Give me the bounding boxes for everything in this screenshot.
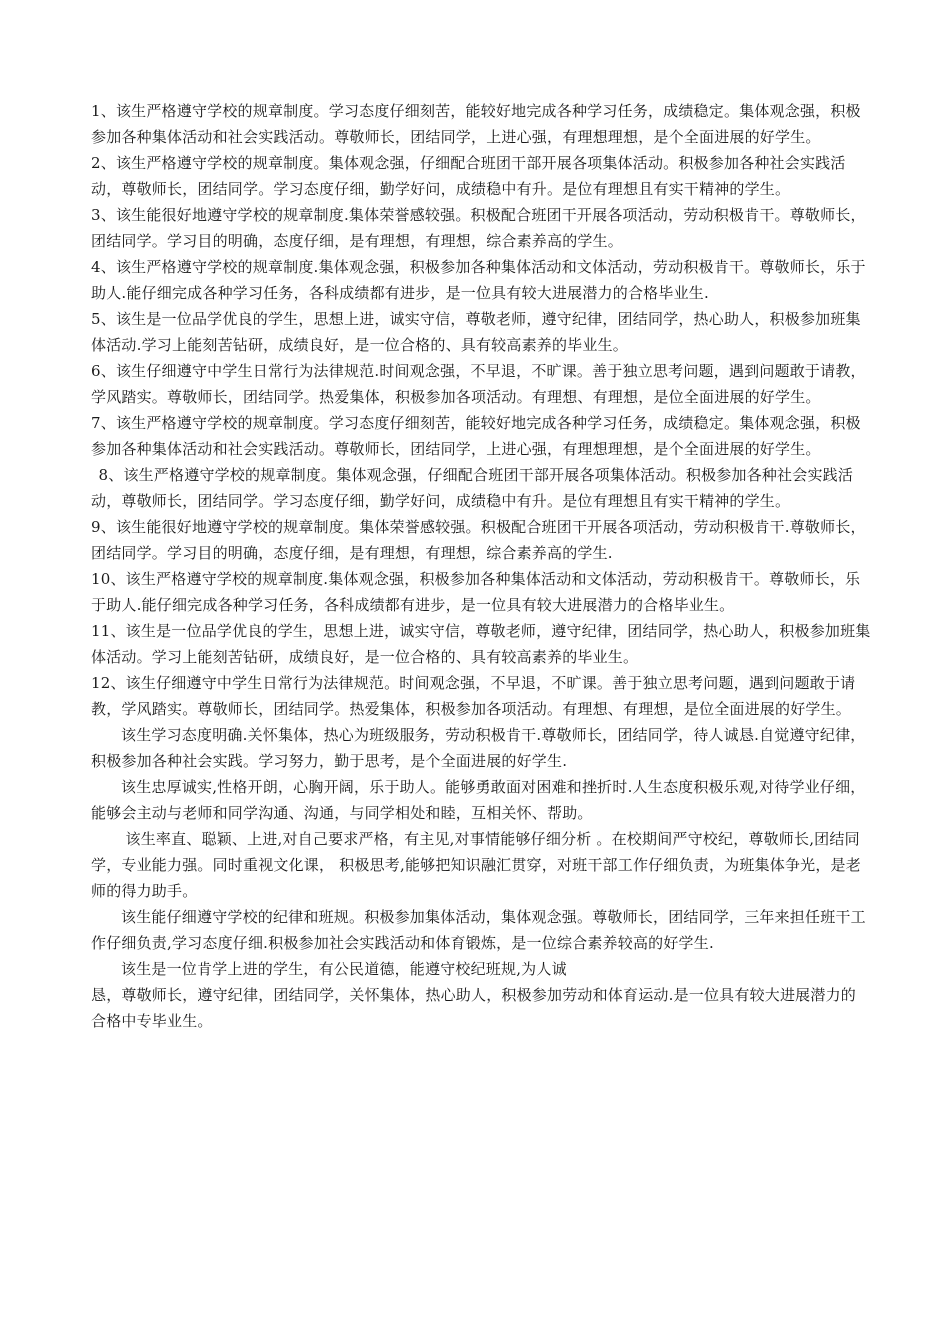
- paragraph-4: 4、该生严格遵守学校的规章制度.集体观念强，积极参加各种集体活动和文体活动，劳动积极肯干。尊敬师长，乐于助人.能仔细完成各种学习任务，各科成绩都有进步，是一位具有较大进展潜力的合格毕业生.: [91, 258, 866, 302]
- document-body: [91, 98, 871, 1034]
- paragraph-6: 6、该生仔细遵守中学生日常行为法律规范.时间观念强，不早退，不旷课。善于独立思考问题，遇到问题敢于请教，学风踏实。尊敬师长，团结同学。热爱集体，积极参加各项活动。有理想、有理想，是位全面进展的好学生。: [91, 362, 866, 406]
- paragraph-10: 10、该生严格遵守学校的规章制度.集体观念强，积极参加各种集体活动和文体活动，劳动积极肯干。尊敬师长，乐于助人.能仔细完成各种学习任务，各科成绩都有进步，是一位具有较大进展潜力的合格毕业生。: [91, 570, 861, 614]
- paragraph-17: 该生是一位肯学上进的学生，有公民道德，能遵守校纪班规,为人诚: [121, 960, 567, 978]
- paragraph-13: 该生学习态度明确.关怀集体，热心为班级服务，劳动积极肯干.尊敬师长，团结同学，待人诚恳.自觉遵守纪律，积极参加各种社会实践。学习努力，勤于思考，是个全面进展的好学生.: [91, 726, 866, 770]
- paragraph-12: 12、该生仔细遵守中学生日常行为法律规范。时间观念强，不早退，不旷课。善于独立思考问题，遇到问题敢于请教，学风踏实。尊敬师长，团结同学。热爱集体，积极参加各项活动。有理想、有理想，是位全面进展的好学生。: [91, 674, 856, 718]
- paragraph-11: 11、该生是一位品学优良的学生，思想上进，诚实守信，尊敬老师，遵守纪律，团结同学，热心助人，积极参加班集体活动。学习上能刻苦钻研，成绩良好，是一位合格的、具有较高素养的毕业生。: [91, 622, 871, 666]
- paragraph-9: 9、该生能很好地遵守学校的规章制度。集体荣誉感较强。积极配合班团干开展各项活动，劳动积极肯干.尊敬师长，团结同学。学习目的明确，态度仔细，是有理想，有理想，综合素养高的学生.: [91, 518, 866, 562]
- paragraph-1: 1、该生严格遵守学校的规章制度。学习态度仔细刻苦，能较好地完成各种学习任务，成绩稳定。集体观念强，积极参加各种集体活动和社会实践活动。尊敬师长，团结同学，上进心强，有理想理想，是个全面进展的好学生。: [91, 102, 861, 146]
- paragraph-15: 该生率直、聪颖、上进,对自己要求严格，有主见,对事情能够仔细分析 。在校期间严守校纪，尊敬师长,团结同学，专业能力强。同时重视文化课， 积极思考,能够把知识融汇贯穿，对班干部工作仔细负责，为班集体争光，是老师的得力助手。: [91, 830, 861, 900]
- paragraph-16: 该生能仔细遵守学校的纪律和班规。积极参加集体活动，集体观念强。尊敬师长，团结同学，三年来担任班干工作仔细负责,学习态度仔细.积极参加社会实践活动和体育锻炼，是一位综合素养较高的好学生.: [91, 908, 866, 952]
- paragraph-5: 5、该生是一位品学优良的学生，思想上进，诚实守信，尊敬老师，遵守纪律，团结同学，热心助人，积极参加班集体活动.学习上能刻苦钻研，成绩良好，是一位合格的、具有较高素养的毕业生。: [91, 310, 861, 354]
- paragraph-7: 7、该生严格遵守学校的规章制度。学习态度仔细刻苦，能较好地完成各种学习任务，成绩稳定。集体观念强，积极参加各种集体活动和社会实践活动。尊敬师长，团结同学，上进心强，有理想理想，是个全面进展的好学生。: [91, 414, 861, 458]
- paragraph-2: 2、该生严格遵守学校的规章制度。集体观念强，仔细配合班团干部开展各项集体活动。积极参加各种社会实践活动，尊敬师长，团结同学。学习态度仔细，勤学好问，成绩稳中有升。是位有理想且有实干精神的学生。: [91, 154, 846, 198]
- paragraph-3: 3、该生能很好地遵守学校的规章制度.集体荣誉感较强。积极配合班团干开展各项活动，劳动积极肯干。尊敬师长，团结同学。学习目的明确，态度仔细，是有理想，有理想，综合素养高的学生。: [91, 206, 866, 250]
- paragraph-8: 8、该生严格遵守学校的规章制度。集体观念强，仔细配合班团干部开展各项集体活动。积极参加各种社会实践活动，尊敬师长，团结同学。学习态度仔细，勤学好问，成绩稳中有升。是位有理想且有实干精神的学生。: [91, 466, 854, 510]
- paragraph-18: 恳，尊敬师长，遵守纪律，团结同学，关怀集体，热心助人，积极参加劳动和体育运动.是一位具有较大进展潜力的合格中专毕业生。: [91, 986, 856, 1030]
- paragraph-14: 该生忠厚诚实,性格开朗，心胸开阔，乐于助人。能够勇敢面对困难和挫折时.人生态度积极乐观,对待学业仔细，能够会主动与老师和同学沟通、沟通，与同学相处和睦，互相关怀、帮助。: [91, 778, 866, 822]
